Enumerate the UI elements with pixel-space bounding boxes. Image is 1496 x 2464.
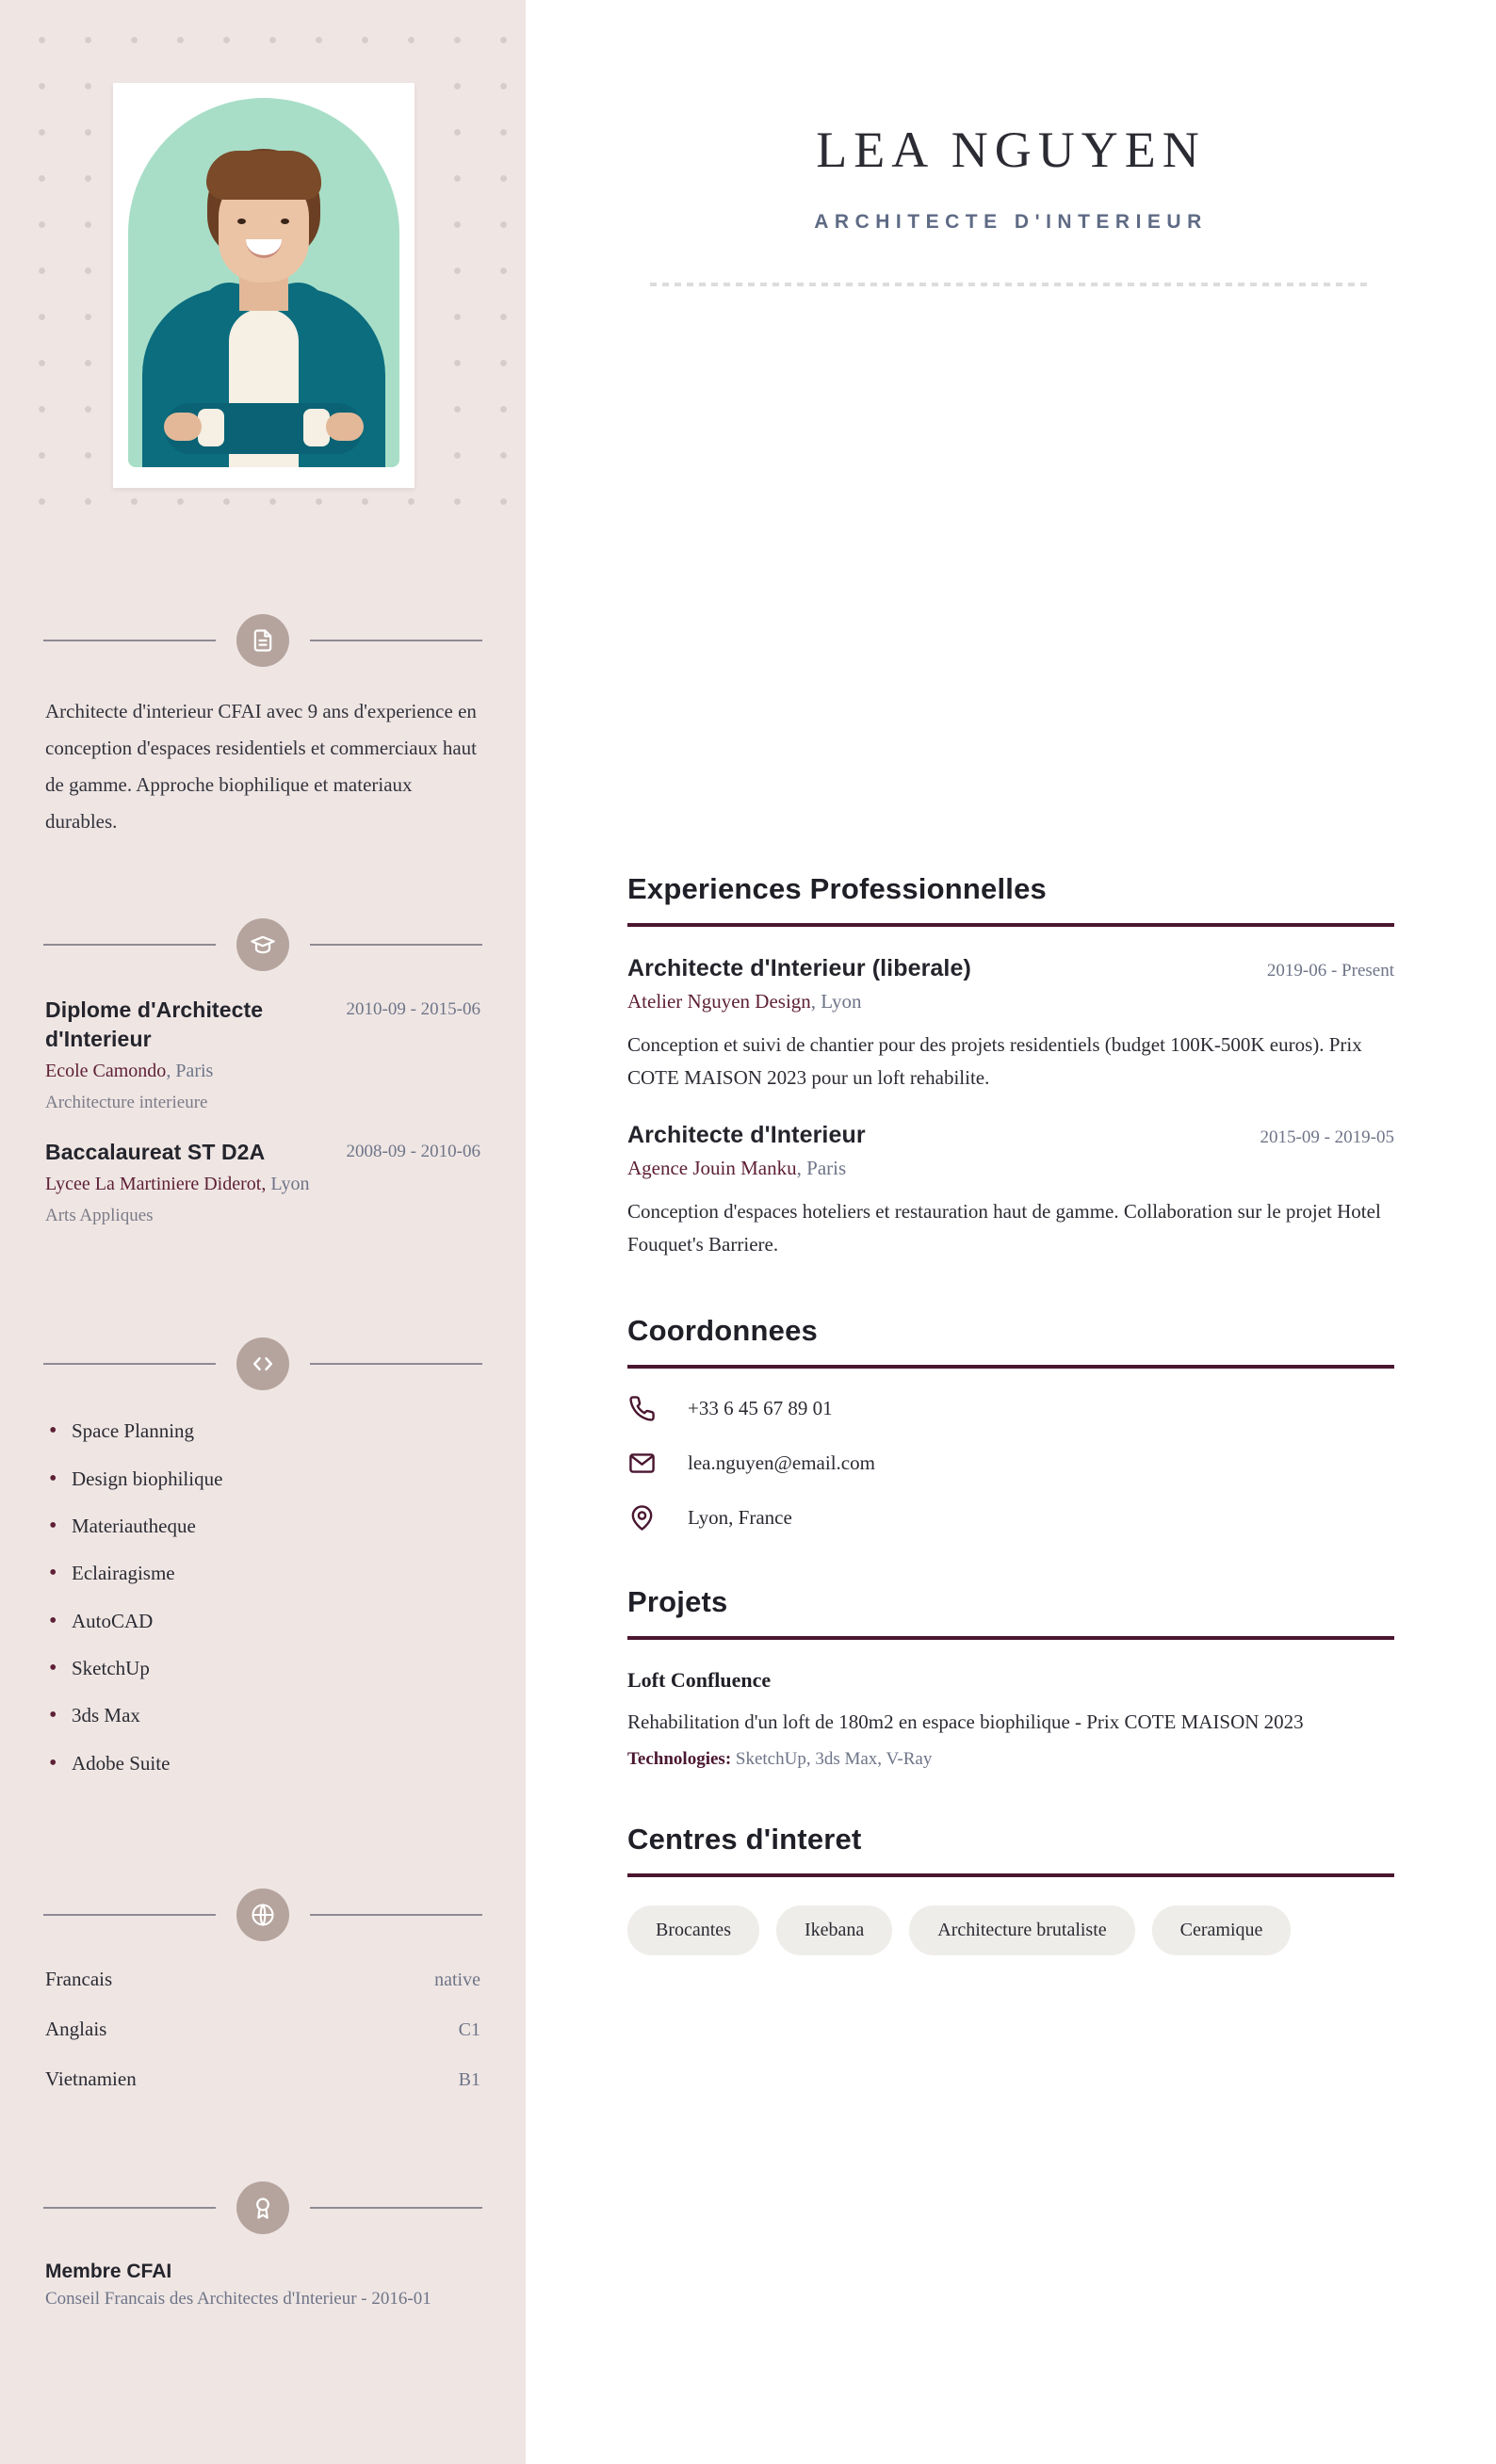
- section-title-projects: Projets: [627, 1584, 728, 1618]
- project-tech-value: SketchUp, 3ds Max, V-Ray: [735, 1749, 933, 1770]
- education-area: Architecture interieure: [45, 1093, 208, 1113]
- phone-icon: [627, 1395, 656, 1423]
- language-fluency: C1: [458, 2018, 480, 2040]
- divider-line-left: [43, 944, 216, 946]
- skill-item: • Space Planning: [45, 1418, 480, 1444]
- education-item: Diplome d'Architecte d'Interieur 2010-09 - 2015-06 Ecole Camondo, Paris Architecture interieure: [45, 997, 480, 1113]
- code-brackets-icon: [236, 1337, 289, 1390]
- education-item: [45, 1138, 480, 1226]
- experience-section: [627, 872, 1394, 1261]
- education-section-divider: [43, 918, 482, 971]
- skill-item: • AutoCAD: [45, 1609, 480, 1634]
- skills-section-divider: [43, 1337, 482, 1390]
- contact-email-value: lea.nguyen@email.com: [688, 1451, 875, 1475]
- education-degree: Baccalaureat ST D2A: [45, 1140, 266, 1165]
- summary-section-divider: [43, 614, 482, 667]
- language-item: [45, 2067, 480, 2091]
- envelope-icon: [627, 1450, 656, 1478]
- page-title: LEA NGUYEN: [816, 122, 1206, 178]
- job-role-subtitle: ARCHITECTE D'INTERIEUR: [814, 211, 1208, 233]
- divider-line-left: [43, 640, 216, 641]
- projects-section: [627, 1585, 1394, 1771]
- section-title-interests: Centres d'interet: [627, 1823, 862, 1856]
- experience-company: Atelier Nguyen Design: [627, 990, 811, 1013]
- contact-item-location[interactable]: [627, 1504, 1394, 1532]
- interests-tag-list: [627, 1905, 1394, 1955]
- education-degree: Diplome d'Architecte d'Interieur: [45, 997, 264, 1051]
- education-location: Paris: [175, 1061, 214, 1082]
- portrait-photo-card: [113, 83, 415, 488]
- divider-line-left: [43, 1363, 216, 1365]
- skills-list: [45, 1418, 480, 1775]
- skill-item: • Adobe Suite: [45, 1751, 480, 1776]
- document-icon: [236, 614, 289, 667]
- interest-tag: Ikebana: [776, 1905, 892, 1955]
- experience-item: Architecte d'Interieur (liberale) 2019-06 - Present Atelier Nguyen Design, Lyon Conception et suivi de chantier pour des projets residentiels (budget 100K-500K euros). Prix COTE MAISON 2023 pour un loft rehabilite.: [627, 955, 1394, 1094]
- contact-item-email[interactable]: [627, 1450, 1394, 1478]
- divider-line-right: [310, 640, 482, 641]
- graduation-cap-icon: [236, 918, 289, 971]
- education-institution: Ecole Camondo: [45, 1061, 167, 1082]
- divider-line-left: [43, 1914, 216, 1916]
- section-rule: [627, 923, 1394, 927]
- contact-phone-value: +33 6 45 67 89 01: [688, 1397, 833, 1420]
- experience-date: 2019-06 - Present: [1266, 961, 1394, 981]
- interest-tag: Ceramique: [1152, 1905, 1292, 1955]
- header-dotted-divider: [650, 283, 1372, 286]
- certificate-meta: Conseil Francais des Architectes d'Interieur - 2016-01: [45, 2288, 431, 2309]
- interest-tag: Architecture brutaliste: [909, 1905, 1134, 1955]
- education-location: Lyon: [270, 1174, 310, 1195]
- award-ribbon-icon: [236, 2181, 289, 2234]
- interest-tag: Brocantes: [627, 1905, 759, 1955]
- divider-line-right: [310, 1363, 482, 1365]
- globe-icon: [236, 1889, 289, 1941]
- skill-item: • SketchUp: [45, 1656, 480, 1681]
- experience-location: Paris: [806, 1157, 847, 1180]
- languages-list: [0, 1968, 526, 2091]
- main-content: [526, 0, 1496, 2464]
- experience-summary: Conception d'espaces hoteliers et restauration haut de gamme. Collaboration sur le projet Hotel Fouquet's Barriere.: [627, 1200, 1381, 1256]
- sidebar: [0, 0, 526, 2464]
- summary-text: Architecte d'interieur CFAI avec 9 ans d'experience en conception d'espaces residentiels et commerciaux haut de gamme. Approche biophilique et materiaux durables.: [45, 700, 478, 833]
- language-item: [45, 2018, 480, 2041]
- language-item: [45, 1968, 480, 1991]
- certificate-name: Membre CFAI: [45, 2260, 172, 2282]
- project-item: [627, 1668, 1394, 1771]
- language-name: Anglais: [45, 2017, 107, 2040]
- section-title-experience: Experiences Professionnelles: [627, 872, 1047, 905]
- divider-line-right: [310, 1914, 482, 1916]
- section-rule: [627, 1636, 1394, 1640]
- divider-line-left: [43, 2207, 216, 2209]
- divider-line-right: [310, 944, 482, 946]
- language-fluency: B1: [458, 2068, 480, 2090]
- experience-summary: Conception et suivi de chantier pour des projets residentiels (budget 100K-500K euros). Prix COTE MAISON 2023 pour un loft rehabilite.: [627, 1033, 1362, 1089]
- language-name: Francais: [45, 1967, 113, 1990]
- project-tech-label: Technologies:: [627, 1749, 732, 1770]
- languages-section-divider: [43, 1889, 482, 1941]
- experience-date: 2015-09 - 2019-05: [1260, 1127, 1394, 1148]
- skill-item: • Eclairagisme: [45, 1561, 480, 1586]
- education-institution: Lycee La Martiniere Diderot,: [45, 1174, 267, 1195]
- skill-item: • 3ds Max: [45, 1703, 480, 1728]
- education-date: 2008-09 - 2010-06: [346, 1142, 480, 1162]
- contact-location-value: Lyon, France: [688, 1506, 792, 1530]
- certificates-section-divider: [43, 2181, 482, 2234]
- experience-position: Architecte d'Interieur (liberale): [627, 955, 971, 981]
- section-title-contact: Coordonnees: [627, 1313, 818, 1347]
- project-description: Rehabilitation d'un loft de 180m2 en espace biophilique - Prix COTE MAISON 2023: [627, 1710, 1304, 1733]
- map-pin-icon: [627, 1504, 656, 1532]
- contact-section: [627, 1314, 1394, 1532]
- divider-line-right: [310, 2207, 482, 2209]
- section-rule: [627, 1365, 1394, 1369]
- education-list: [0, 996, 526, 1226]
- section-rule: [627, 1873, 1394, 1877]
- skill-item: • Design biophilique: [45, 1467, 480, 1492]
- experience-company: Agence Jouin Manku: [627, 1157, 797, 1180]
- portrait-photo: [128, 98, 399, 467]
- project-name: Loft Confluence: [627, 1667, 772, 1692]
- education-area: Arts Appliques: [45, 1206, 154, 1226]
- language-name: Vietnamien: [45, 2067, 137, 2090]
- certificate-item: [45, 2261, 480, 2310]
- language-fluency: native: [434, 1969, 480, 1990]
- skill-item: • Materiautheque: [45, 1514, 480, 1539]
- experience-item: Architecte d'Interieur 2015-09 - 2019-05 Agence Jouin Manku, Paris Conception d'espaces hoteliers et restauration haut de gamme. Collaboration sur le projet Hotel Fouquet's Barriere.: [627, 1122, 1394, 1260]
- contact-item-phone[interactable]: [627, 1395, 1394, 1423]
- experience-position: Architecte d'Interieur: [627, 1122, 866, 1149]
- education-date: 2010-09 - 2015-06: [346, 999, 480, 1020]
- experience-location: Lyon: [821, 990, 862, 1013]
- interests-section: [627, 1823, 1394, 1955]
- certificates-list: [0, 2261, 526, 2310]
